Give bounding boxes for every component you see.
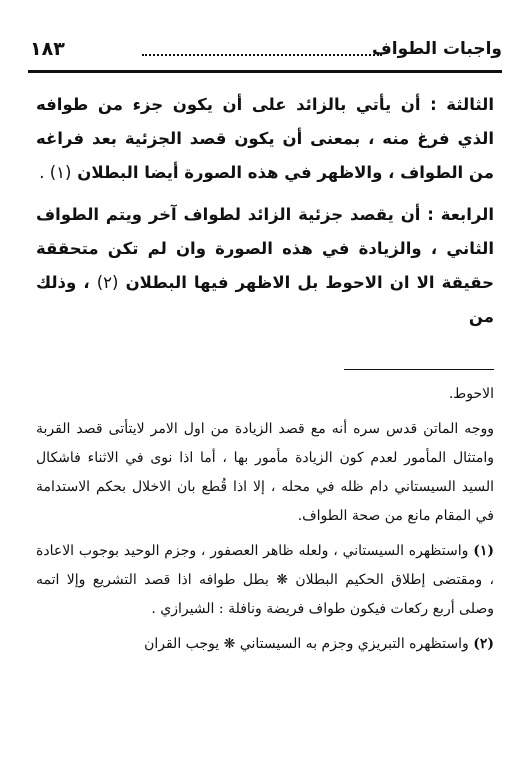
- footnote-paragraph: ووجه الماتن قدس سره أنه مع قصد الزيادة من اول الامر لايتأتى قصد القربة وامتثال المأمور لعدم كون الزيادة مأمور بها ، أما اذا نوى في الاثناء فاشكال السيد السيستاني دام ظله في محله ، إلا اذا قُطع بان الاخلال بحكم الاستدامة في المقام مانع من صحة الطواف.: [36, 421, 494, 524]
- footnote-1: [36, 537, 494, 624]
- footnotes: [36, 380, 494, 659]
- main-text: [36, 88, 494, 342]
- paragraph-third: [36, 88, 494, 190]
- paragraph-fourth-tail: ، وذلك من: [36, 273, 494, 326]
- paragraph-fourth: [36, 198, 494, 334]
- paragraph-fourth-lead: الرابعة :: [427, 205, 494, 224]
- footnote-1-text: واستظهره السيستاني ، ولعله ظاهر العصفور ، وجزم الوحيد بوجوب الاعادة ، ومقتضى إطلاق الحكيم البطلان ❋ بطل طوافه اذا قصد التشريع وإلا اتمه وصلى أربع ركعات فيكون طواف فريضة ونافلة : الشيرازي .: [36, 543, 494, 617]
- footnote-1-number: (١): [473, 543, 494, 559]
- footnote-continuation: الاحوط.: [448, 386, 494, 402]
- paragraph-third-lead: الثالثة :: [430, 95, 495, 114]
- footnote-2-number: (٢): [473, 636, 494, 652]
- footnote-2: [36, 630, 494, 659]
- footnote-marker-1: (١) .: [39, 163, 72, 182]
- paragraph-third-text: أن يأتي بالزائد على أن يكون جزء من طوافه الذي فرغ منه ، بمعنى أن يكون قصد الجزئية بعد فراغه من الطواف ، والاظهر في هذه الصورة أيضا البطلان: [36, 95, 494, 182]
- footnote-separator: [344, 369, 494, 370]
- footnote-2-text: واستظهره التبريزي وجزم به السيستاني ❋ يوجب القران: [144, 636, 469, 652]
- header-dotted-leader: [142, 54, 382, 56]
- header-rule: [28, 70, 502, 73]
- paragraph-fourth-text: أن يقصد جزئية الزائد لطواف آخر ويتم الطواف الثاني ، والزيادة في هذه الصورة وان لم تكن متحققة حقيقة الا ان الاحوط بل الاظهر فيها البطلان: [36, 205, 495, 292]
- section-title: واجبات الطواف: [372, 39, 502, 59]
- running-header: [30, 34, 502, 64]
- page-number: ١٨٣: [30, 38, 65, 60]
- footnote-marker-2: (٢): [96, 273, 119, 292]
